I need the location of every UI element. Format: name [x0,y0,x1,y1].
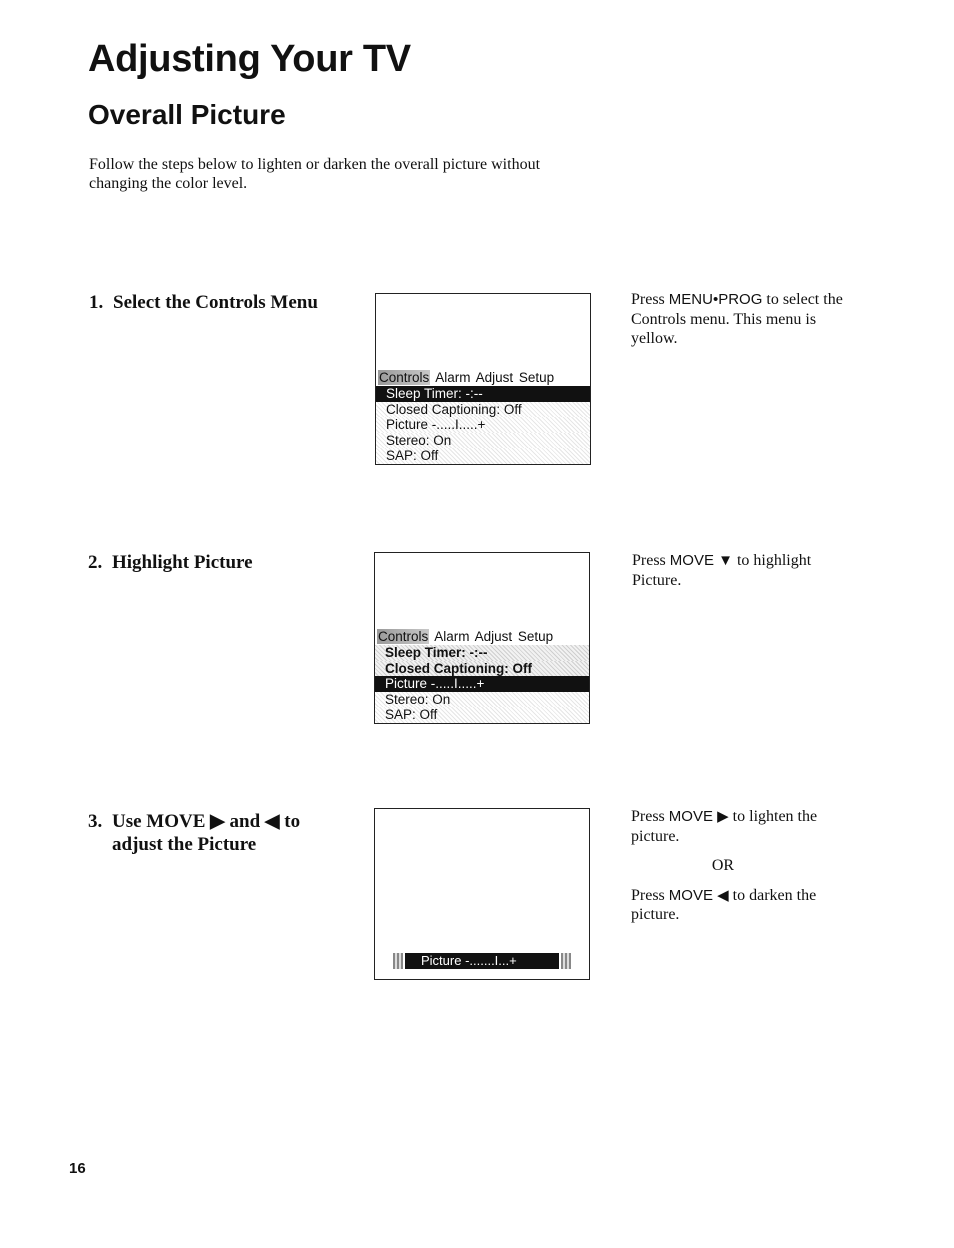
step-1-number: 1. [89,292,104,313]
or-separator: OR [711,857,735,874]
tv-screen-step-1 [375,293,591,465]
menu-item-picture: Picture -.....I.....+ [376,417,590,433]
menu-item-stereo: Stereo: On [375,692,589,708]
step-1-description: Press MENU•PROG to select the Controls menu. This menu is yellow. [631,291,843,347]
move-down-button-label: MOVE ▼ [669,552,733,569]
tv-screen-step-3 [374,808,590,980]
step-2-description: Press MOVE ▼ to highlight Picture. [632,552,812,589]
picture-slider: Picture -.......I...+ [405,953,559,969]
tab-alarm: Alarm [434,629,470,645]
controls-menu-osd [375,629,589,723]
menu-item-sleep-timer: Sleep Timer: -:-- [375,645,589,661]
step-1-title [89,291,318,314]
step-2-number: 2. [88,552,103,573]
step-2-title [88,551,253,574]
step-3-number: 3. [88,811,103,832]
tab-adjust: Adjust [475,370,514,386]
menu-tabs [376,370,590,386]
controls-menu-osd [376,370,590,464]
bar-right-edge [561,953,571,969]
menu-item-stereo: Stereo: On [376,433,590,449]
bar-left-edge [393,953,403,969]
menu-item-closed-captioning: Closed Captioning: Off [376,402,590,418]
step-3-title-line-2: adjust the Picture [112,834,257,855]
section-title: Overall Picture [88,99,286,130]
tab-controls: Controls [379,370,430,386]
tv-screen-step-2 [374,552,590,724]
page-title: Adjusting Your TV [88,38,411,80]
tab-adjust: Adjust [474,629,513,645]
menu-prog-button-label: MENU•PROG [668,291,763,308]
menu-item-sap: SAP: Off [376,448,590,464]
menu-item-picture: Picture -.....I.....+ [375,676,589,692]
tab-setup: Setup [517,629,554,645]
tab-setup: Setup [518,370,555,386]
step-3-description [631,807,861,925]
tab-controls: Controls [378,629,429,645]
intro-paragraph: Follow the steps below to lighten or darken the overall picture without changing the color level. [89,156,541,192]
menu-item-closed-captioning: Closed Captioning: Off [375,661,589,677]
step-2-title-text: Highlight Picture [112,552,253,573]
page-number: 16 [69,1160,86,1177]
step-1-title-text: Select the Controls Menu [113,292,318,313]
menu-item-sleep-timer: Sleep Timer: -:-- [376,386,590,402]
menu-tabs [375,629,589,645]
menu-item-sap: SAP: Off [375,707,589,723]
darken-instruction: Press MOVE ◀ to darken the picture. [631,886,817,923]
lighten-instruction: Press MOVE ▶ to lighten the picture. [631,808,818,845]
tab-alarm: Alarm [435,370,471,386]
move-right-button-label: MOVE ▶ [668,808,729,825]
step-3-title [88,810,300,856]
move-left-button-label: MOVE ◀ [668,886,729,904]
step-3-title-line-1: Use MOVE ▶ and ◀ to [112,811,301,832]
picture-adjust-bar [393,953,571,969]
